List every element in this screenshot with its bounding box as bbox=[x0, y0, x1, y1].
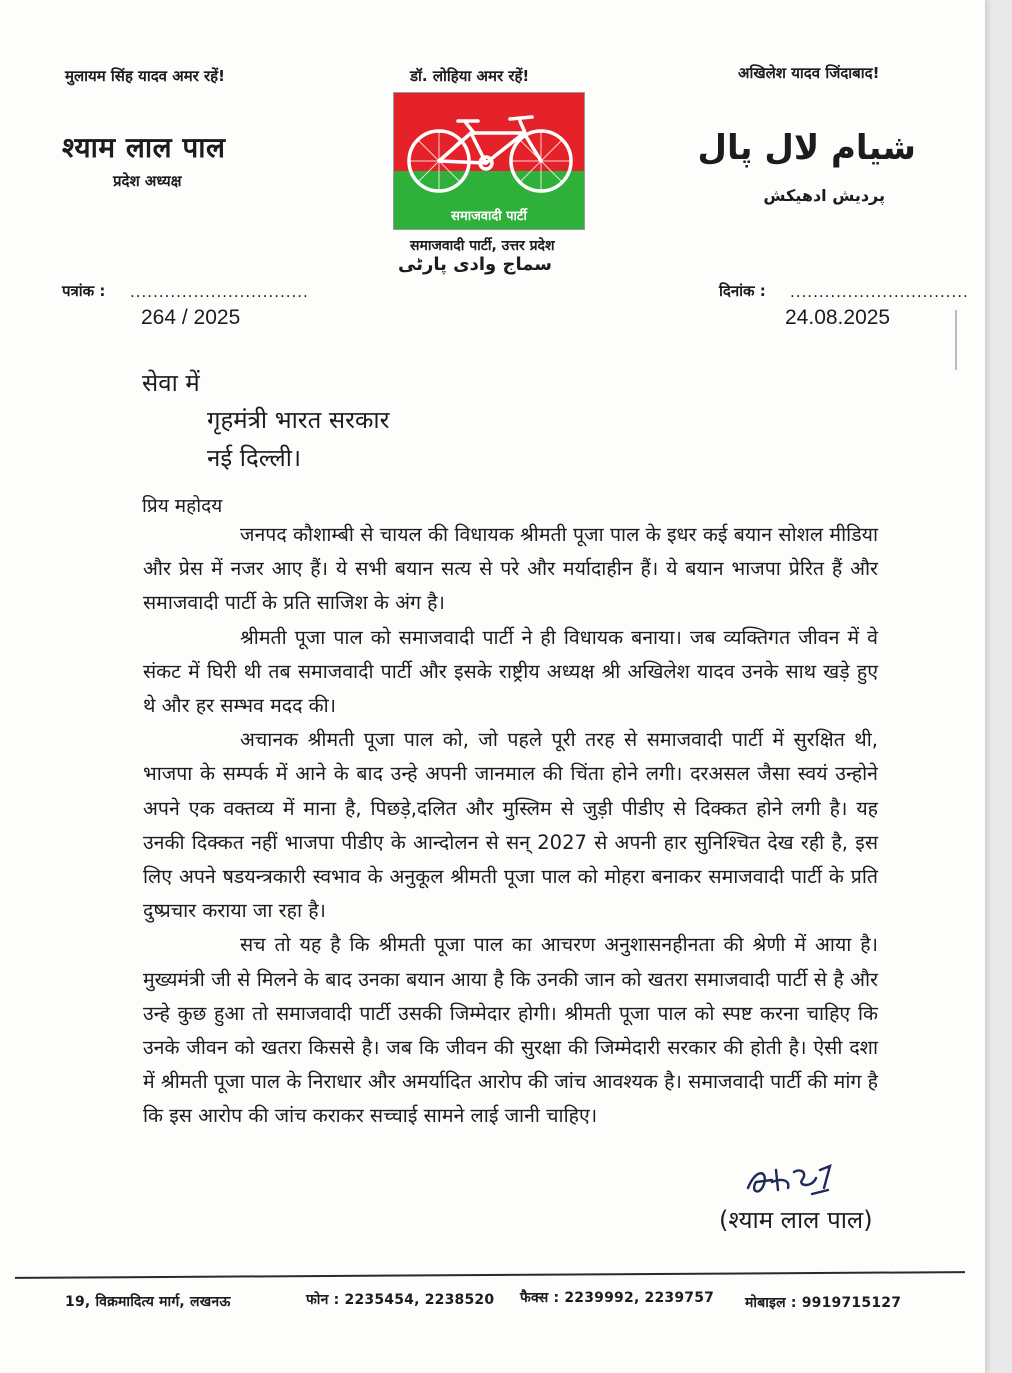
page-crease bbox=[955, 310, 957, 370]
patrank-value: 264 / 2025 bbox=[141, 306, 241, 329]
slogan-right: अखिलेश यादव जिंदाबाद! bbox=[738, 64, 880, 82]
patrank-label: पत्रांक : bbox=[62, 282, 106, 300]
dinank-value: 24.08.2025 bbox=[785, 306, 891, 329]
party-logo bbox=[393, 92, 585, 230]
footer-mobile: मोबाइल : 9919715127 bbox=[745, 1295, 902, 1311]
party-name-urdu: سماج وادی پارٹی bbox=[398, 254, 552, 275]
address-line-1: सेवा में bbox=[142, 369, 200, 397]
signature-icon bbox=[742, 1158, 842, 1208]
slogan-left: मुलायम सिंह यादव अमर रहें! bbox=[65, 67, 225, 85]
paragraph-2: श्रीमती पूजा पाल को समाजवादी पार्टी ने ही विधायक बनाया। जब व्यक्तिगत जीवन में वे संकट में घिरी थी तब समाजवादी पार्टी और इसके राष्ट्रीय अध्यक्ष श्री अखिलेश यादव उनके साथ खड़े हुए थे और हर सम्भव मदद की। bbox=[143, 625, 878, 718]
footer-address: 19, विक्रमादित्य मार्ग, लखनऊ bbox=[65, 1294, 231, 1310]
footer-phone: फोन : 2235454, 2238520 bbox=[306, 1292, 495, 1308]
sender-designation-hindi: प्रदेश अध्यक्ष bbox=[113, 172, 182, 190]
letter-body bbox=[143, 518, 878, 1134]
footer-fax: फैक्स : 2239992, 2239757 bbox=[520, 1290, 715, 1306]
dinank-label: दिनांक : bbox=[719, 282, 766, 300]
dinank-dots: ............................... bbox=[790, 283, 969, 301]
address-line-2: गृहमंत्री भारत सरकार bbox=[207, 406, 390, 434]
sender-name-hindi: श्याम लाल पाल bbox=[62, 131, 226, 164]
sender-name-urdu: شیام لال پال bbox=[697, 128, 916, 168]
footer-divider bbox=[15, 1271, 965, 1279]
slogan-center: डॉ. लोहिया अमर रहें! bbox=[410, 67, 530, 85]
address-line-3: नई दिल्ली। bbox=[207, 444, 302, 472]
party-caption: समाजवादी पार्टी, उत्तर प्रदेश bbox=[410, 238, 555, 254]
paragraph-3: अचानक श्रीमती पूजा पाल को, जो पहले पूरी तरह से समाजवादी पार्टी में सुरक्षित थी, भाजपा के सम्पर्क में आने के बाद उन्हे अपनी जानमाल की चिंता होने लगी। दरअसल जैसा स्वयं उन्होने अपने एक वक्तव्य में माना है, पिछड़े,दलित और मुस्लिम से जुड़ी पीडीए से दिक्कत होने लगी है। यह उनकी दिक्कत नहीं भाजपा पीडीए के आन्दोलन से सन् 2027 से अपनी हार सुनिश्चित देख रही है, इस लिए अपने षडयन्त्रकारी स्वभाव के अनुकूल श्रीमती पूजा पाल को मोहरा बनाकर समाजवादी पार्टी के प्रति दुष्प्रचार कराया जा रहा है। bbox=[143, 728, 878, 923]
sender-designation-urdu: پردیش ادھیکش bbox=[763, 186, 885, 205]
paragraph-1: जनपद कौशाम्बी से चायल की विधायक श्रीमती पूजा पाल के इधर कई बयान सोशल मीडिया और प्रेस में नजर आए हैं। ये सभी बयान सत्य से परे और मर्यादाहीन हैं। ये बयान भाजपा प्रेरित हैं और समाजवादी पार्टी के प्रति साजिश के अंग है। bbox=[143, 523, 878, 615]
salutation: प्रिय महोदय bbox=[142, 495, 223, 517]
paragraph-4: सच तो यह है कि श्रीमती पूजा पाल का आचरण अनुशासनहीनता की श्रेणी में आया है। मुख्यमंत्री जी से मिलने के बाद उनका बयान आया है कि उनकी जान को खतरा समाजवादी पार्टी से है और उन्हे कुछ हुआ तो समाजवादी पार्टी उसकी जिम्मेदार होगी। श्रीमती पूजा पाल को स्पष्ट करना चाहिए कि उनके जीवन को खतरा किससे है। जब कि जीवन की सुरक्षा की जिम्मेदारी सरकार की होती है। ऐसी दशा में श्रीमती पूजा पाल के निराधार और अमर्यादित आरोप की जांच आवश्यक है। समाजवादी पार्टी की मांग है कि इस आरोप की जांच कराकर सच्चाई सामने लाई जानी चाहिए। bbox=[143, 933, 878, 1128]
patrank-dots: ............................... bbox=[130, 283, 309, 301]
logo-label: समाजवादी पार्टी bbox=[451, 209, 527, 224]
signatory-name: (श्याम लाल पाल) bbox=[719, 1206, 873, 1234]
